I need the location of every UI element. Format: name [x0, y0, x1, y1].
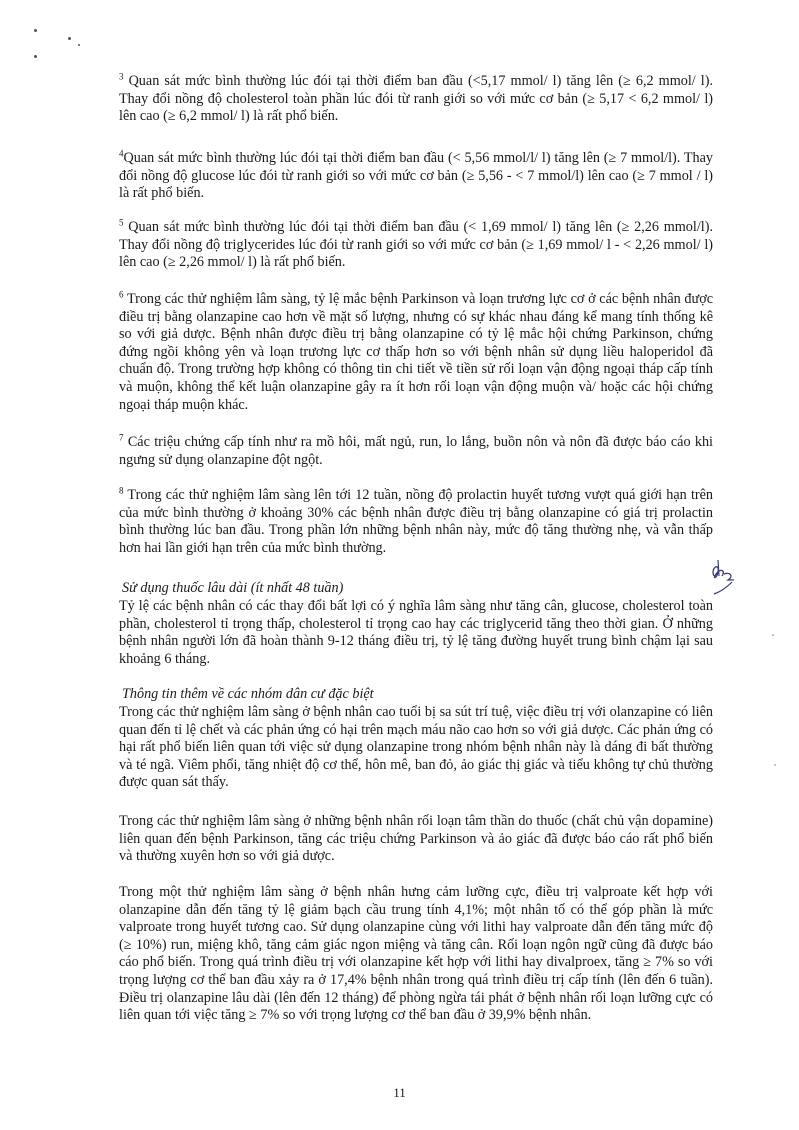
footnote-marker: 8 — [119, 485, 124, 496]
footnote-marker: 7 — [119, 432, 124, 443]
section-heading-long-term: Sử dụng thuốc lâu dài (ít nhất 48 tuần) — [122, 580, 344, 596]
footnote-marker: 6 — [119, 289, 124, 300]
footnote-marker: 4 — [119, 148, 124, 159]
footnote-marker: 3 — [119, 71, 124, 82]
footnote-text: Quan sát mức bình thường lúc đói tại thời điểm ban đầu (< 1,69 mmol/ l) tăng lên (≥ 2,26 mmol/l). Thay đổi nồng độ triglycerides lúc đói từ ranh giới so với mức cơ bản (≥ 1,69 mmol/ l - < 2,26 mmol/ l) lên cao (≥ 2,26 mmol/ l) là rất phổ biến. — [119, 219, 713, 271]
section-body-special-1: Trong các thử nghiệm lâm sàng ở bệnh nhân cao tuổi bị sa sút trí tuệ, việc điều trị với olanzapine có liên quan đến tỉ lệ chết và các phản ứng có hại trên mạch máu não cao hơn so với giả dược. Các phản ứng có hại rất phổ biến liên quan tới việc sử dụng olanzapine trong nhóm bệnh nhân này là dáng đi bất thường và té ngã. Viêm phổi, tăng nhiệt độ cơ thể, hôn mê, ban đỏ, ảo giác thị giác và tiểu không tự chủ thường được quan sát thấy. — [119, 704, 713, 791]
footnote-text: Quan sát mức bình thường lúc đói tại thời điểm ban đầu (<5,17 mmol/ l) tăng lên (≥ 6,2 mmol/ l). Thay đổi nồng độ cholesterol toàn phần lúc đói từ ranh giới so với mức cơ bản (≥ 5,17 < 6,2 mmol/ l) lên cao (≥ 6,2 mmol/ l) là rất phổ biến. — [119, 73, 713, 125]
footnote-5 — [119, 219, 713, 272]
footnote-3 — [119, 73, 713, 126]
scan-speck — [78, 44, 80, 46]
section-heading-special: Thông tin thêm về các nhóm dân cư đặc biệt — [122, 686, 374, 702]
footnote-text: Các triệu chứng cấp tính như ra mồ hôi, mất ngủ, run, lo lắng, buồn nôn và nôn đã được báo cáo khi ngưng sử dụng olanzapine đột ngột. — [119, 434, 713, 468]
scan-speck — [34, 55, 37, 58]
footnote-4 — [119, 150, 713, 203]
footnote-7 — [119, 434, 713, 469]
section-body-long-term: Tỷ lệ các bệnh nhân có các thay đổi bất lợi có ý nghĩa lâm sàng như tăng cân, glucose, cholesterol toàn phần, cholesterol tỉ trọng thấp, cholesterol tỉ trọng cao hay các triglycerid tăng theo thời gian. Ở những bệnh nhân người lớn đã hoàn thành 9-12 tháng điều trị, tỷ lệ tăng đường huyết trung bình chậm lại sau khoảng 6 tháng. — [119, 598, 713, 667]
footnote-8 — [119, 487, 713, 557]
section-body-special-3: Trong một thử nghiệm lâm sàng ở bệnh nhân hưng cảm lưỡng cực, điều trị valproate kết hợp với olanzapine dẫn đến tăng tỷ lệ giảm bạch cầu trung tính 4,1%; một nhân tố có thể góp phần là mức valproate trong huyết tương cao. Sử dụng olanzapine cùng với lithi hay valproate dẫn đến tăng mức độ (≥ 10%) run, miệng khô, tăng cảm giác ngon miệng và tăng cân. Rối loạn ngôn ngữ cũng đã được báo cáo phổ biến. Trong quá trình điều trị với olanzapine kết hợp với lithi hay divalproex, tăng ≥ 7% so với trọng lượng cơ thể ban đầu xảy ra ở 17,4% bệnh nhân trong quá trình điều trị cấp tính (lên đến 6 tuần). Điều trị olanzapine lâu dài (lên đến 12 tháng) để phòng ngừa tái phát ở bệnh nhân rối loạn lưỡng cực có liên quan tới việc tăng ≥ 7% so với trọng lượng cơ thể ban đầu ở 39,9% bệnh nhân. — [119, 884, 713, 1024]
scan-speck — [34, 29, 37, 32]
section-body-special-2: Trong các thử nghiệm lâm sàng ở những bệnh nhân rối loạn tâm thần do thuốc (chất chủ vận dopamine) liên quan đến bệnh Parkinson, tăng các triệu chứng Parkinson và ảo giác đã được báo cáo rất phổ biến và thường xuyên hơn so với giả dược. — [119, 813, 713, 865]
footnote-text: Quan sát mức bình thường lúc đói tại thời điểm ban đầu (< 5,56 mmol/l/ l) tăng lên (≥ 7 mmol/l). Thay đổi nồng độ glucose lúc đói từ ranh giới so với mức cơ bản (≥ 5,56 - < 7 mmol/l) lên cao (≥ 7 mmol / l) là rất phổ biến. — [119, 150, 713, 202]
scan-speck — [774, 764, 776, 766]
page-number: 11 — [393, 1085, 406, 1100]
footnote-marker: 5 — [119, 217, 124, 228]
footnote-text: Trong các thử nghiệm lâm sàng lên tới 12 tuần, nồng độ prolactin huyết tương vượt quá giới hạn trên của mức bình thường ở khoảng 30% các bệnh nhân được điều trị bằng olanzapine có giá trị prolactin bình thường lúc ban đầu. Trong phần lớn những bệnh nhân này, mức độ tăng thường nhẹ, và vẫn thấp hơn hai lần giới hạn trên của mức bình thường. — [119, 487, 713, 556]
scan-speck — [772, 634, 774, 636]
footnote-6 — [119, 291, 713, 414]
footnote-text: Trong các thử nghiệm lâm sàng, tỷ lệ mắc bệnh Parkinson và loạn trương lực cơ ở các bệnh nhân được điều trị bằng olanzapine cao hơn về mặt số lượng, nhưng có sự khác nhau đáng kể mang tính thống kê so với giả dược. Bệnh nhân được điều trị bằng olanzapine có tỷ lệ mắc hội chứng Parkinson, chứng đứng ngồi không yên và loạn trương lực cơ thấp hơn so với bệnh nhân sử dụng liều haloperidol đã chuẩn độ. Trong trường hợp không có thông tin chi tiết về tiền sử rối loạn vận động ngoại tháp cấp tính và muộn, không thể kết luận olanzapine gây ra ít hơn rối loạn vận động muộn và/ hoặc các hội chứng ngoại tháp muộn khác. — [119, 291, 713, 413]
scan-speck — [68, 37, 71, 40]
